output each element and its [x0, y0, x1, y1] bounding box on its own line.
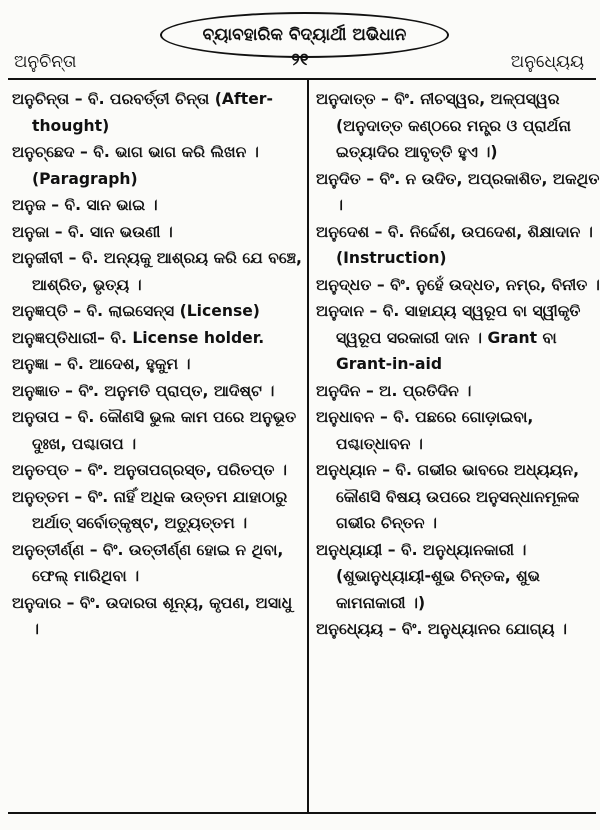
dictionary-entry: ଅନୁଜ୍ଞପ୍ତି – ବି. ଲାଇସେନ୍ସ (License): [12, 302, 260, 320]
left-column: [12, 86, 304, 643]
dictionary-entry: ଅନୁତପ୍ତ – ବିଂ. ଅନୁତାପଗ୍ରସ୍ତ, ପରିତପ୍ତ ।: [12, 461, 287, 479]
dictionary-entry: ଅନୁଦିତ – ବିଂ. ନ ଉଦିତ, ଅପ୍ରକାଶିତ, ଅକଥିତ ।: [316, 169, 600, 214]
dictionary-entry: ଅନୁଧାବନ – ବି. ପଛରେ ଗୋଡ଼ାଇବା, ପଶ୍ଚାତ୍ଧାବନ ।: [316, 408, 534, 453]
guide-word-left: ଅନୁଚିନ୍ତା: [14, 52, 77, 72]
guide-word-right: ଅନୁଧ୍ୟେୟ: [510, 52, 584, 72]
page-number: ୨୧: [291, 50, 309, 70]
dictionary-entry: ଅନୁଚିନ୍ତା – ବି. ପରବର୍ତ୍ତୀ ଚିନ୍ତା (After-thought): [12, 90, 273, 135]
dictionary-entry: ଅନୁଦାର – ବିଂ. ଉଦାରତା ଶୂନ୍ୟ, କୃପଣ, ଅସାଧୁ ।: [12, 593, 293, 638]
dictionary-entry: ଅନୁଧ୍ୟାୟୀ – ବି. ଅନୁଧ୍ୟାନକାରୀ । (ଶୁଭାନୁଧ୍ୟାୟୀ-ଶୁଭ ଚିନ୍ତକ, ଶୁଭ କାମନାକାରୀ ।): [316, 540, 541, 612]
dictionary-entry: ଅନୁତ୍ତୀର୍ଣ୍ଣ – ବିଂ. ଉତ୍ତୀର୍ଣ୍ଣ ହୋଇ ନ ଥିବା, ଫେଲ୍ ମାରିଥିବା ।: [12, 540, 284, 585]
dictionary-title: ବ୍ୟାବହାରିକ ବିଦ୍ୟାର୍ଥୀ ଅଭିଧାନ: [160, 12, 449, 58]
page-header: [0, 0, 600, 80]
dictionary-entry: ଅନୁଦ୍ଧତ – ବିଂ. ନୁହେଁ ଉଦ୍ଧତ, ନମ୍ର, ବିନୀତ ।: [316, 275, 600, 294]
dictionary-entry: ଅନୁଦେଶ – ବି. ନିର୍ଦ୍ଦେଶ, ଉପଦେଶ, ଶିକ୍ଷାଦାନ । (Instruction): [316, 222, 593, 267]
dictionary-entry: ଅନୁତାପ – ବି. କୌଣସି ଭୁଲ କାମ ପରେ ଅନୁଭୂତ ଦୁଃଖ, ପଶ୍ଚାତାପ ।: [12, 408, 297, 453]
dictionary-entry: ଅନୁଦାନ – ବି. ସାହାଯ୍ୟ ସ୍ୱରୂପ ବା ସ୍ୱୀକୃତି ସ୍ୱରୂପ ସରକାରୀ ଦାନ । Grant ବା Grant-in-aid: [316, 302, 581, 373]
column-divider: [307, 80, 309, 812]
dictionary-entry: ଅନୁଚ୍ଛେଦ – ବି. ଭାଗ ଭାଗ କରି ଲିଖନ । (Paragraph): [12, 143, 259, 188]
right-column: [316, 86, 600, 643]
dictionary-entry: ଅନୁଜ୍ଞାତ – ବିଂ. ଅନୁମତି ପ୍ରାପ୍ତ, ଆଦିଷ୍ଟ ।: [12, 381, 275, 400]
dictionary-entry: ଅନୁଦିନ – ଅ. ପ୍ରତିଦିନ ।: [316, 381, 472, 400]
bottom-rule: [8, 812, 596, 814]
dictionary-entry: ଅନୁତ୍ତମ – ବିଂ. ନାହିଁ ଅଧିକ ଉତ୍ତମ ଯାହାଠାରୁ ଅର୍ଥାତ୍ ସର୍ବୋତ୍କୃଷ୍ଟ, ଅତ୍ୟୁତ୍ତମ ।: [12, 487, 288, 532]
dictionary-entry: ଅନୁଧ୍ୟାନ – ବି. ଗଭୀର ଭାବରେ ଅଧ୍ୟୟନ, କୌଣସି ବିଷୟ ଉପରେ ଅନୁସନ୍ଧାନମୂଳକ ଗଭୀର ଚିନ୍ତନ ।: [316, 461, 580, 532]
dictionary-entry: ଅନୁଜୀବୀ – ବି. ଅନ୍ୟକୁ ଆଶ୍ରୟ କରି ଯେ ବଞ୍ଚେ, ଆଶ୍ରିତ, ଭୃତ୍ୟ ।: [12, 249, 302, 294]
dictionary-entry: ଅନୁଦାତ୍ତ – ବିଂ. ନୀଚସ୍ୱର, ଅଳ୍ପସ୍ୱର (ଅନୁଦାତ୍ତ କଣ୍ଠରେ ମନ୍ତ୍ର ଓ ପ୍ରାର୍ଥନା ଇତ୍ୟାଦିର ଆବୃତ୍ତି ହୁଏ ।): [316, 90, 571, 161]
top-rule: [8, 78, 596, 80]
dictionary-entry: ଅନୁଜ୍ଞପ୍ତିଧାରୀ– ବି. License holder.: [12, 328, 265, 347]
dictionary-entry: ଅନୁଜା – ବି. ସାନ ଭଉଣୀ ।: [12, 222, 173, 241]
dictionary-entry: ଅନୁଜ୍ଞା – ବି. ଆଦେଶ, ହୁକୁମ ।: [12, 355, 191, 373]
dictionary-entry: ଅନୁଧ୍ୟେୟ – ବିଂ. ଅନୁଧ୍ୟାନର ଯୋଗ୍ୟ ।: [316, 620, 568, 638]
dictionary-entry: ଅନୁଜ – ବି. ସାନ ଭାଇ ।: [12, 196, 158, 214]
